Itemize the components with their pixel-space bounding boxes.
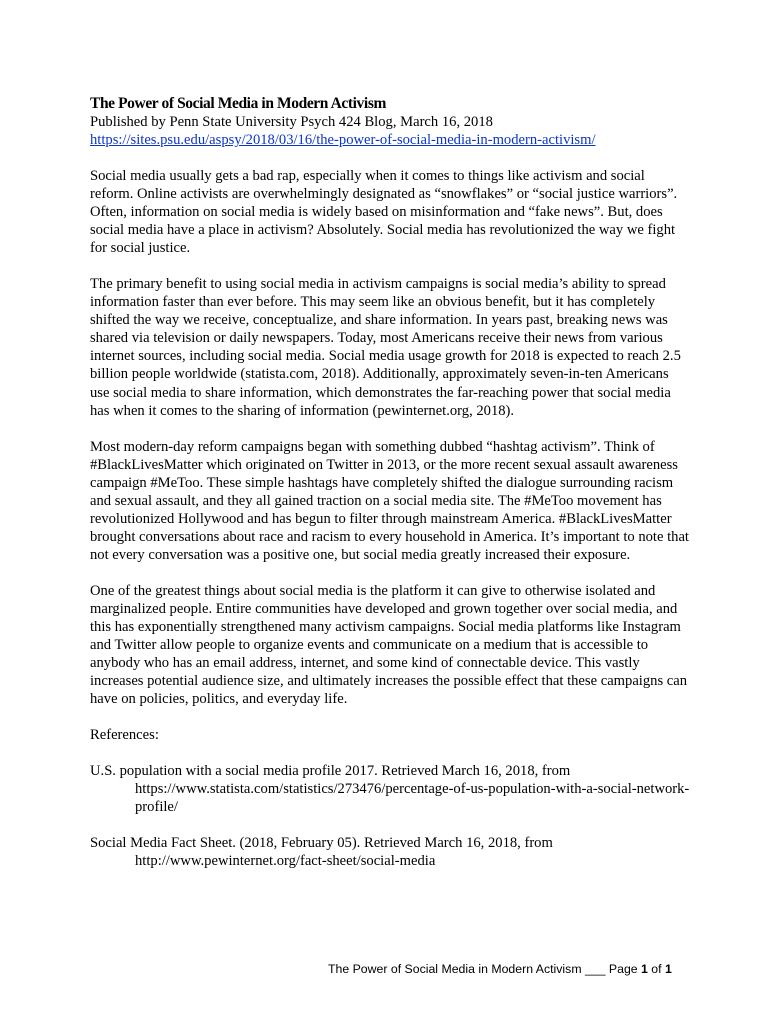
paragraph-1: Social media usually gets a bad rap, especially when it comes to things like activism and social reform. Online activists are overwhelmingly designated as “snowflakes” or “social justice warriors”. Often, information on social media is widely based on misinformation and “fake news”. But, does social media have a place in activism? Absolutely. Social media has revolutionized the way we fight for social justice. bbox=[90, 168, 678, 257]
paragraph-2: The primary benefit to using social media in activism campaigns is social media’s ability to spread information faster than ever before. This may seem like an obvious benefit, but it has completely shifted the way we receive, conceptualize, and share information. In years past, breaking news was shared via television or daily newspapers. Today, most Americans receive their news from various internet sources, including social media. Social media usage growth for 2018 is expected to reach 2.5 billion people worldwide (statista.com, 2018). Additionally, approximately seven-in-ten Americans use social media to share information, which demonstrates the far-reaching power that social media has when it comes to the sharing of information (pewinternet.org, 2018). bbox=[90, 276, 681, 419]
article-title: The Power of Social Media in Modern Activism bbox=[90, 95, 386, 112]
article-url-link[interactable]: https://sites.psu.edu/aspsy/2018/03/16/the-power-of-social-media-in-modern-activism/ bbox=[90, 132, 596, 148]
document-page bbox=[90, 95, 690, 888]
footer-page-number: 1 bbox=[641, 962, 648, 976]
footer-of: of bbox=[647, 962, 665, 976]
paragraph-3: Most modern-day reform campaigns began with something dubbed “hashtag activism”. Think of #BlackLivesMatter which originated on Twitter in 2013, or the more recent sexual assault awareness campaign #MeToo. These simple hashtags have completely shifted the dialogue surrounding racism and sexual assault, and they all gained traction on a social media site. The #MeToo movement has revolutionized Hollywood and has begun to filter through mainstream America. #BlackLivesMatter brought conversations about race and racism to every household in America. It’s important to note that not every conversation was a positive one, but social media greatly increased their exposure. bbox=[90, 438, 689, 563]
footer-text: The Power of Social Media in Modern Activism ___ Page bbox=[328, 962, 642, 976]
page-footer bbox=[328, 961, 672, 977]
reference-1: U.S. population with a social media profile 2017. Retrieved March 16, 2018, from https://www.statista.com/statistics/273476/percentage-of-us-population-with-a-social-network-profile/ bbox=[90, 763, 690, 816]
references-heading: References: bbox=[90, 727, 159, 744]
article-byline: Published by Penn State University Psych 424 Blog, March 16, 2018 bbox=[90, 114, 493, 130]
paragraph-4: One of the greatest things about social media is the platform it can give to otherwise isolated and marginalized people. Entire communities have developed and grown together over social media, and this has exponentially strengthened many activism campaigns. Social media platforms like Instagram and Twitter allow people to organize events and communicate on a medium that is accessible to anybody who has an email address, internet, and some kind of connectable device. This vastly increases potential audience size, and ultimately increases the possible effect that these campaigns can have on policies, politics, and everyday life. bbox=[90, 582, 688, 708]
reference-2: Social Media Fact Sheet. (2018, February 05). Retrieved March 16, 2018, from http://www.pewinternet.org/fact-sheet/social-media bbox=[90, 835, 553, 870]
footer-total-pages: 1 bbox=[664, 962, 672, 976]
